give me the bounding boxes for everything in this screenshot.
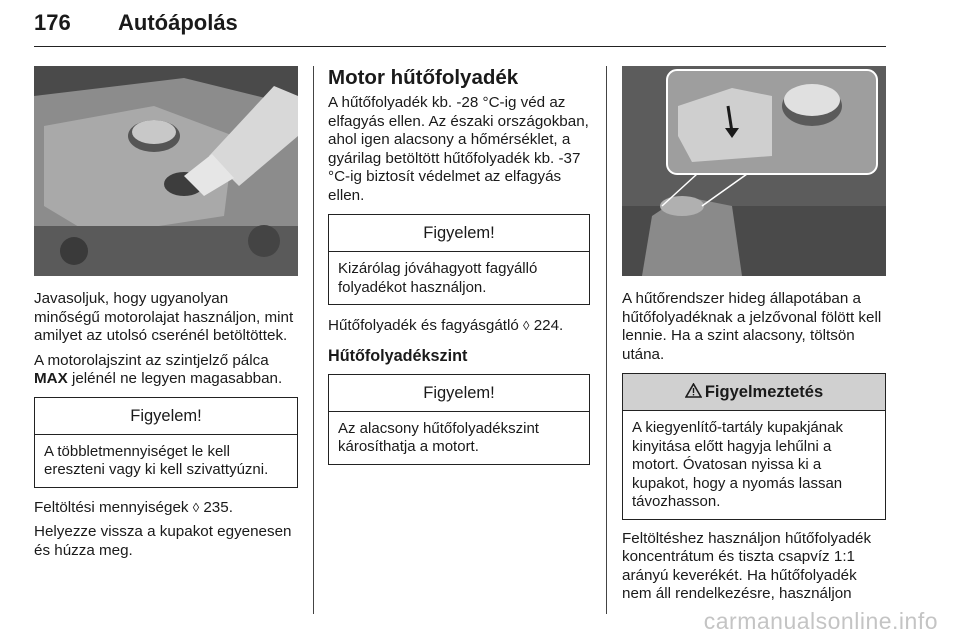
warning-box [622,373,886,520]
capacities-reference: Feltöltési mennyiségek ◊ 235. [34,498,233,516]
dipstick-paragraph: A motorolajszint az szintjelző pálca MAX jelénél ne legyen magasabban. [34,351,283,387]
refill-mixture-paragraph: Feltöltéshez használjon hűtőfolyadék koncentrátum és tiszta csapvíz 1:1 arányú keverékét. Ha hűtőfolyadék nem áll rendelkezésre, használjon [622,529,872,602]
column-middle [328,66,590,465]
notice-text: Kizárólag jóváhagyott fagyálló folyadékot használjon. [338,260,538,296]
page-header [34,6,886,47]
coolant-level-paragraph: A hűtőrendszer hideg állapotában a hűtőfolyadéknak a jelzővonal fölött kell lennie. Ha a szint alacsony, töltsön utána. [622,290,882,363]
notice-title: Figyelem! [35,398,297,435]
coolant-intro-paragraph: A hűtőfolyadék kb. -28 °C-ig véd az elfagyás ellen. Az északi országokban, ahol igen alacsony a hőmérséklet, a gyárilag betöltött hűtőfolyadék kb. -37 °C-ig biztosít védelmet az elfagyás ellen. [328,94,589,204]
watermark: carmanualsonline.info [703,608,938,634]
warning-triangle-icon [685,375,702,411]
notice-box [34,397,298,488]
page-title: Autóápolás [118,10,238,35]
notice-title: Figyelem! [329,215,589,252]
engine-oil-fill-photo [34,66,298,276]
page-reference-icon: ◊ [192,499,200,515]
column-left [34,66,298,560]
column-divider [313,66,314,614]
notice-text: Az alacsony hűtőfolyadékszint károsíthatja a motort. [338,419,539,455]
subsection-heading: Hűtőfolyadékszint [328,346,468,365]
column-right [622,66,886,604]
notice-text: A többletmennyiséget le kell ereszteni vagy ki kell szivattyúzni. [44,442,269,478]
notice-box [328,214,590,305]
warning-text: A kiegyenlítő-tartály kupakjának kinyitása előtt hagyja lehűlni a motort. Óvatosan nyissa ki a kupakot, hogy a nyomás lassan távozhasson. [632,419,843,510]
coolant-reservoir-photo [622,66,886,276]
warning-title: Figyelmeztetés [623,374,885,411]
max-mark: MAX [34,370,68,387]
notice-box [328,374,590,465]
page-reference-icon: ◊ [523,318,530,333]
section-heading: Motor hűtőfolyadék [328,66,519,89]
recommendation-paragraph: Javasoljuk, hogy ugyanolyan minőségű motorolajat használjon, mint amilyet az utolsó cserénél betöltöttek. [34,290,294,344]
replace-cap-paragraph: Helyezze vissza a kupakot egyenesen és húzza meg. [34,523,292,559]
column-divider [606,66,607,614]
notice-title: Figyelem! [329,375,589,412]
page-number: 176 [34,10,71,35]
antifreeze-reference: Hűtőfolyadék és fagyásgátló ◊ 224. [328,317,564,334]
